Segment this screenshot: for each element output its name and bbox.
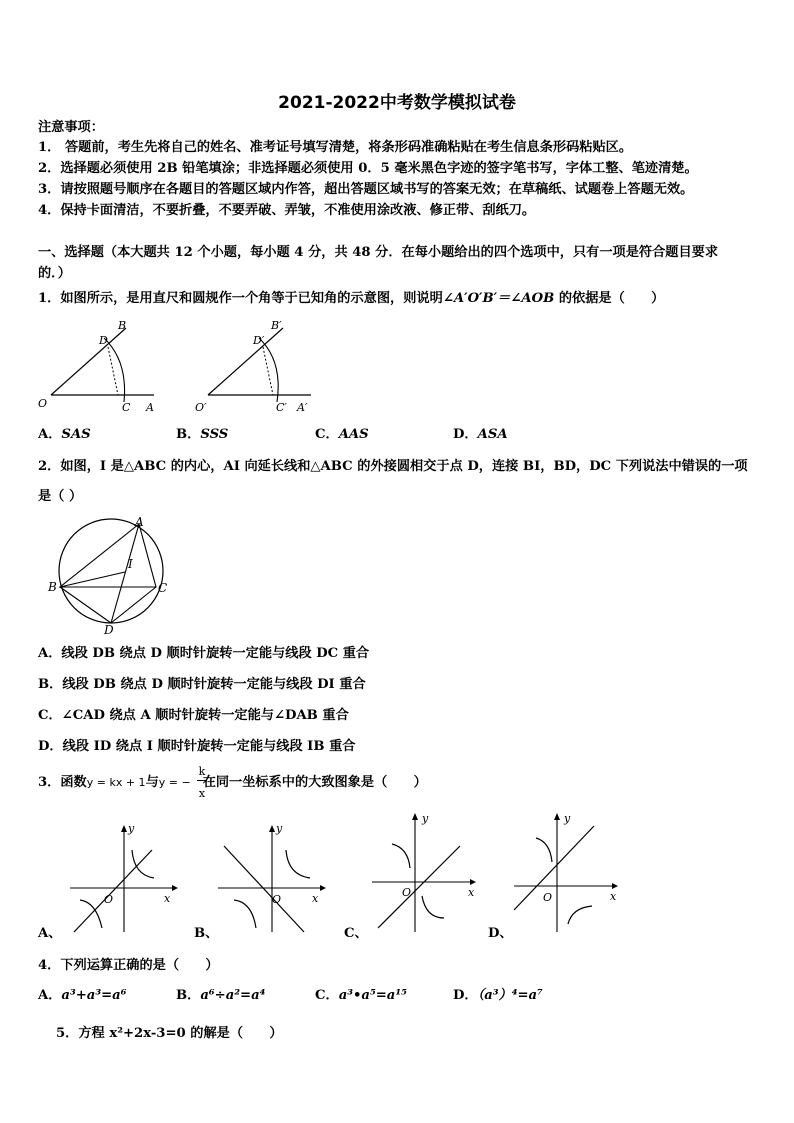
ray-o-prime-b-prime <box>208 328 283 395</box>
graph-option-b <box>214 820 329 938</box>
label-a-prime: A′ <box>297 401 308 414</box>
line-ad <box>111 524 139 623</box>
line-graph <box>74 850 152 932</box>
option-d[interactable]: D．（a³）⁴=a⁷ <box>453 988 543 1003</box>
label-i: I <box>128 557 133 571</box>
notice-item: 3．请按照题号顺序在各题目的答题区域内作答，超出答题区域书写的答案无效；在草稿纸、试题卷上答题无效。 <box>38 182 694 197</box>
angle-figure-original <box>36 316 161 416</box>
option-d[interactable]: D．线段 ID 绕点 I 顺时针旋转一定能与线段 IB 重合 <box>38 739 356 754</box>
circle-triangle-figure <box>44 515 179 637</box>
question-5-text: 5．方程 x²+2x-3=0 的解是（ ） <box>56 1026 283 1041</box>
graph-option-a-label[interactable]: A、 <box>38 926 62 941</box>
angle-equation: ∠A′O′B′＝∠AOB <box>442 291 555 306</box>
graph-option-d-label[interactable]: D、 <box>488 926 513 941</box>
question-1-text: 1．如图所示，是用直尺和圆规作一个角等于已知角的示意图，则说明∠A′O′B′＝∠AOB 的依据是（ ） <box>38 291 665 306</box>
fraction-numerator: k <box>198 765 206 778</box>
notice-heading: 注意事项： <box>38 120 104 135</box>
label-b: B <box>118 319 127 332</box>
fraction-bar <box>197 780 207 781</box>
fraction-denominator: x <box>198 787 206 800</box>
label-c-prime: C′ <box>276 401 287 414</box>
label-d: D <box>99 334 108 347</box>
line-graph <box>378 846 460 928</box>
circumcircle <box>59 519 163 623</box>
function-linear: y = kx + 1 <box>86 776 146 789</box>
label-b-prime: B′ <box>271 319 282 332</box>
notice-item: 4．保持卡面清洁，不要折叠，不要弄破、弄皱，不准使用涂改液、修正带、刮纸刀。 <box>38 203 536 218</box>
line-bd <box>60 587 111 623</box>
svg-text:O: O <box>104 893 114 906</box>
svg-text:O: O <box>402 886 412 899</box>
svg-text:y: y <box>276 822 283 835</box>
svg-text:x: x <box>468 886 475 899</box>
graph-option-d <box>510 810 628 938</box>
ray-ob <box>51 328 126 395</box>
label-a: A <box>146 401 154 414</box>
line-graph <box>224 846 304 932</box>
option-c[interactable]: C．∠CAD 绕点 A 顺时针旋转一定能与∠DAB 重合 <box>38 708 349 723</box>
svg-text:y: y <box>422 812 429 825</box>
option-b[interactable]: B．线段 DB 绕点 D 顺时针旋转一定能与线段 DI 重合 <box>38 677 366 692</box>
hyperbola-branch <box>234 900 256 928</box>
label-a: A <box>135 515 144 529</box>
label-o-prime: O′ <box>195 401 207 414</box>
svg-text:O: O <box>272 893 282 906</box>
question-2-text: 2．如图，I 是△ABC 的内心，AI 向延长线和△ABC 的外接圆相交于点 D，连接 BI，BD，DC 下列说法中错误的一项 <box>38 459 748 474</box>
label-o: O <box>38 397 48 410</box>
section-heading-cont: 的．） <box>38 266 71 281</box>
hyperbola-branch <box>536 838 552 862</box>
graph-option-c-label[interactable]: C、 <box>344 926 368 941</box>
label-c: C <box>122 401 131 414</box>
hyperbola-branch <box>286 850 310 878</box>
line-graph <box>514 826 594 910</box>
arc <box>104 338 125 402</box>
graph-option-b-label[interactable]: B、 <box>194 926 219 941</box>
graph-option-c <box>368 810 486 938</box>
svg-text:y: y <box>564 812 571 825</box>
hyperbola-branch <box>568 906 592 924</box>
section-heading: 一、选择题（本大题共 12 个小题，每小题 4 分，共 48 分．在每小题给出的四个选项中，只有一项是符合题目要求 <box>38 245 719 260</box>
svg-text:y: y <box>128 822 135 835</box>
svg-text:x: x <box>312 892 319 905</box>
hyperbola-branch <box>392 844 410 868</box>
question-2-text-cont: 是（ ） <box>38 489 83 504</box>
label-b: B <box>48 580 57 594</box>
hyperbola-branch <box>132 850 154 878</box>
label-c: C <box>158 581 168 595</box>
angle-figure-constructed <box>195 316 320 416</box>
option-a[interactable]: A．SAS <box>38 427 91 442</box>
option-a[interactable]: A．线段 DB 绕点 D 顺时针旋转一定能与线段 DC 重合 <box>38 646 370 661</box>
option-c[interactable]: C．AAS <box>315 427 369 442</box>
option-c[interactable]: C．a³•a⁵=a¹⁵ <box>315 988 407 1003</box>
option-a[interactable]: A．a³+a³=a⁶ <box>38 988 127 1003</box>
label-d-prime: D′ <box>253 334 265 347</box>
option-b[interactable]: B．SSS <box>176 427 229 442</box>
graph-option-a <box>66 820 181 938</box>
svg-text:x: x <box>164 892 171 905</box>
option-d[interactable]: D．ASA <box>453 427 508 442</box>
function-inverse: y = − <box>158 776 191 789</box>
notice-item: 2．选择题必须使用 2B 铅笔填涂；非选择题必须使用 0．5 毫米黑色字迹的签字笔书写，字体工整、笔迹清楚。 <box>38 161 698 176</box>
page-title: 2021-2022中考数学模拟试卷 <box>278 93 516 113</box>
svg-text:x: x <box>610 890 617 903</box>
question-4-text: 4．下列运算正确的是（ ） <box>38 958 219 973</box>
hyperbola-branch <box>422 896 444 918</box>
notice-item: 1． 答题前，考生先将自己的姓名、准考证号填写清楚，将条形码准确粘贴在考生信息条形码粘贴区。 <box>38 140 633 155</box>
question-3-text: 3．函数y = kx + 1与y = − 在同一坐标系中的大致图象是（ ） <box>38 775 427 790</box>
svg-text:O: O <box>543 891 553 904</box>
option-b[interactable]: B．a⁶÷a²=a⁴ <box>176 988 266 1003</box>
label-d: D <box>104 623 114 637</box>
